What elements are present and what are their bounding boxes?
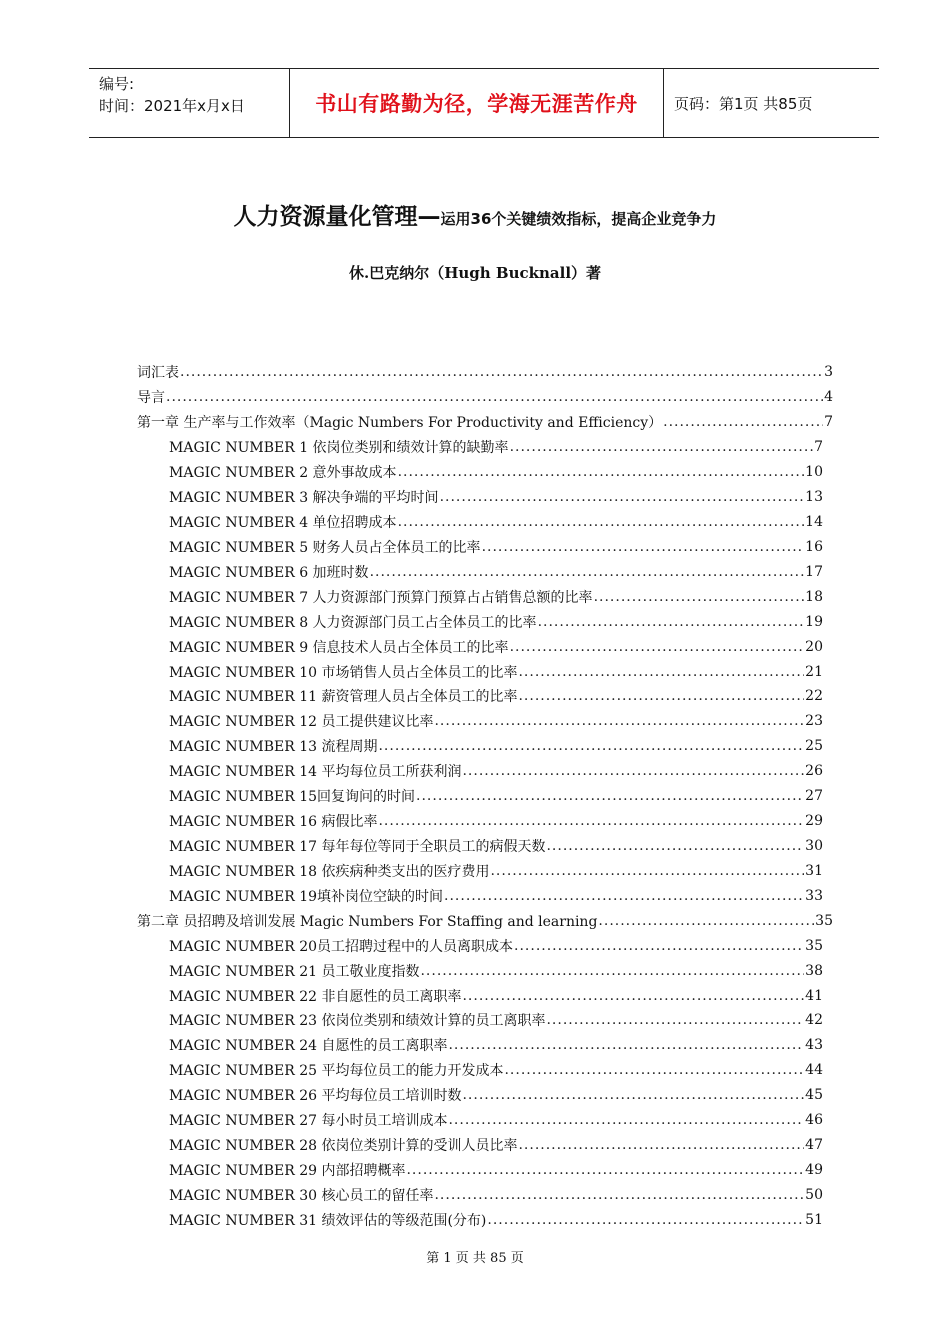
toc-leader-dots xyxy=(448,1037,804,1053)
toc-entry[interactable] xyxy=(137,784,833,809)
toc-entry-label: MAGIC NUMBER 4 单位招聘成本 xyxy=(169,514,397,531)
toc-entry-page: 27 xyxy=(805,788,823,805)
toc-entry-page: 17 xyxy=(805,563,823,580)
toc-entry-page: 4 xyxy=(824,389,833,406)
toc-entry[interactable] xyxy=(137,1207,833,1232)
toc-entry-page: 20 xyxy=(805,638,823,655)
toc-entry-page: 35 xyxy=(805,937,823,954)
toc-entry[interactable] xyxy=(137,858,833,883)
toc-entry-page: 25 xyxy=(805,738,823,755)
toc-leader-dots xyxy=(378,738,804,754)
toc-entry-page: 46 xyxy=(805,1112,823,1129)
toc-entry[interactable] xyxy=(137,559,833,584)
toc-leader-dots xyxy=(398,514,805,530)
header-page-label: 页码：第1页 共85页 xyxy=(674,94,813,113)
toc-leader-dots xyxy=(448,1112,804,1128)
toc-leader-dots xyxy=(420,963,804,979)
toc-entry-page: 35 xyxy=(815,912,833,929)
toc-entry[interactable] xyxy=(137,1158,833,1183)
toc-entry-page: 26 xyxy=(805,763,823,780)
toc-entry-label: MAGIC NUMBER 2 意外事故成本 xyxy=(169,465,397,482)
toc-leader-dots xyxy=(546,838,804,854)
toc-entry-page: 47 xyxy=(805,1137,823,1154)
toc-entry-label: MAGIC NUMBER 3 解决争端的平均时间 xyxy=(169,490,439,507)
toc-entry-label: 第一章 生产率与工作效率（Magic Numbers For Productivity and Efficiency） xyxy=(137,415,663,432)
toc-entry-label: MAGIC NUMBER 27 每小时员工培训成本 xyxy=(169,1113,448,1130)
toc-entry[interactable] xyxy=(137,435,833,460)
toc-entry[interactable] xyxy=(137,684,833,709)
toc-entry-label: 导言 xyxy=(137,390,165,407)
toc-entry[interactable] xyxy=(137,360,833,385)
toc-entry[interactable] xyxy=(137,1133,833,1158)
toc-leader-dots xyxy=(406,1162,804,1178)
toc-entry-label: 第二章 员招聘及培训发展 Magic Numbers For Staffing and learning xyxy=(137,913,598,930)
toc-entry[interactable] xyxy=(137,659,833,684)
toc-entry-page: 31 xyxy=(805,862,823,879)
toc-entry[interactable] xyxy=(137,1108,833,1133)
toc-entry[interactable] xyxy=(137,1058,833,1083)
toc-leader-dots xyxy=(462,988,804,1004)
toc-entry-label: MAGIC NUMBER 10 市场销售人员占全体员工的比率 xyxy=(169,664,518,681)
toc-entry[interactable] xyxy=(137,908,833,933)
toc-entry[interactable] xyxy=(137,510,833,535)
toc-entry-page: 18 xyxy=(805,588,823,605)
toc-entry-page: 19 xyxy=(805,613,823,630)
toc-leader-dots xyxy=(444,888,804,904)
toc-entry-page: 38 xyxy=(805,962,823,979)
toc-entry-label: MAGIC NUMBER 7 人力资源部门预算门预算占占销售总额的比率 xyxy=(169,589,593,606)
toc-leader-dots xyxy=(180,364,823,380)
toc-entry-page: 22 xyxy=(805,688,823,705)
toc-entry[interactable] xyxy=(137,759,833,784)
toc-entry[interactable] xyxy=(137,983,833,1008)
toc-entry-label: MAGIC NUMBER 30 核心员工的留任率 xyxy=(169,1187,434,1204)
toc-leader-dots xyxy=(462,763,804,779)
toc-entry[interactable] xyxy=(137,385,833,410)
toc-entry-page: 44 xyxy=(805,1062,823,1079)
toc-leader-dots xyxy=(538,614,805,630)
toc-entry-page: 43 xyxy=(805,1037,823,1054)
toc-entry[interactable] xyxy=(137,609,833,634)
toc-entry-label: MAGIC NUMBER 9 信息技术人员占全体员工的比率 xyxy=(169,639,509,656)
toc-entry[interactable] xyxy=(137,534,833,559)
toc-entry-label: MAGIC NUMBER 13 流程周期 xyxy=(169,739,378,756)
document-title xyxy=(0,198,950,231)
toc-leader-dots xyxy=(490,863,804,879)
toc-entry[interactable] xyxy=(137,933,833,958)
toc-entry[interactable] xyxy=(137,1033,833,1058)
toc-entry-label: 词汇表 xyxy=(137,365,179,382)
toc-entry-page: 33 xyxy=(805,887,823,904)
title-main: 人力资源量化管理— xyxy=(233,204,441,230)
toc-entry[interactable] xyxy=(137,1182,833,1207)
toc-leader-dots xyxy=(663,414,823,430)
author-line: 休.巴克纳尔（Hugh Bucknall）著 xyxy=(348,264,602,282)
toc-entry-label: MAGIC NUMBER 8 人力资源部门员工占全体员工的比率 xyxy=(169,614,537,631)
toc-leader-dots xyxy=(518,688,804,704)
toc-leader-dots xyxy=(440,489,805,505)
toc-entry-label: MAGIC NUMBER 25 平均每位员工的能力开发成本 xyxy=(169,1063,504,1080)
toc-entry-page: 49 xyxy=(805,1161,823,1178)
toc-entry[interactable] xyxy=(137,834,833,859)
toc-entry[interactable] xyxy=(137,709,833,734)
toc-entry-page: 45 xyxy=(805,1087,823,1104)
toc-entry[interactable] xyxy=(137,460,833,485)
toc-entry[interactable] xyxy=(137,1008,833,1033)
toc-leader-dots xyxy=(510,439,814,455)
toc-entry-label: MAGIC NUMBER 5 财务人员占全体员工的比率 xyxy=(169,539,481,556)
toc-entry[interactable] xyxy=(137,809,833,834)
toc-entry-label: MAGIC NUMBER 23 依岗位类别和绩效计算的员工离职率 xyxy=(169,1013,546,1030)
toc-entry-page: 7 xyxy=(814,439,823,456)
number-label: 编号: xyxy=(99,75,135,93)
toc-entry-page: 7 xyxy=(824,414,833,431)
toc-leader-dots xyxy=(510,639,805,655)
toc-leader-dots xyxy=(487,1212,804,1228)
toc-entry-label: MAGIC NUMBER 31 绩效评估的等级范围(分布) xyxy=(169,1212,487,1229)
toc-entry-label: MAGIC NUMBER 26 平均每位员工培训时数 xyxy=(169,1088,462,1105)
toc-entry-page: 51 xyxy=(805,1211,823,1228)
toc-entry-label: MAGIC NUMBER 6 加班时数 xyxy=(169,564,369,581)
toc-entry-label: MAGIC NUMBER 18 依疾病种类支出的医疗费用 xyxy=(169,863,490,880)
toc-entry-label: MAGIC NUMBER 16 病假比率 xyxy=(169,814,378,831)
toc-entry[interactable] xyxy=(137,883,833,908)
toc-leader-dots xyxy=(514,938,804,954)
toc-entry-label: MAGIC NUMBER 14 平均每位员工所获利润 xyxy=(169,764,462,781)
toc-entry-page: 3 xyxy=(824,364,833,381)
toc-entry-label: MAGIC NUMBER 1 依岗位类别和绩效计算的缺勤率 xyxy=(169,440,509,457)
toc-leader-dots xyxy=(598,913,814,929)
toc-entry-label: MAGIC NUMBER 19填补岗位空缺的时间 xyxy=(169,888,444,905)
toc-leader-dots xyxy=(518,664,804,680)
toc-leader-dots xyxy=(166,389,823,405)
toc-entry-label: MAGIC NUMBER 11 薪资管理人员占全体员工的比率 xyxy=(169,689,518,706)
toc-entry-page: 16 xyxy=(805,538,823,555)
toc-entry[interactable] xyxy=(137,584,833,609)
toc-entry-page: 29 xyxy=(805,813,823,830)
toc-leader-dots xyxy=(370,564,805,580)
toc-entry-page: 30 xyxy=(805,837,823,854)
toc-leader-dots xyxy=(462,1087,804,1103)
header-motto: 书山有路勤为径，学海无涯苦作舟 xyxy=(290,69,664,137)
toc-entry-page: 21 xyxy=(805,663,823,680)
toc-entry-label: MAGIC NUMBER 20员工招聘过程中的人员离职成本 xyxy=(169,938,514,955)
toc-leader-dots xyxy=(518,1137,804,1153)
toc-entry-label: MAGIC NUMBER 29 内部招聘概率 xyxy=(169,1162,406,1179)
toc-entry-page: 23 xyxy=(805,713,823,730)
toc-entry-label: MAGIC NUMBER 15回复询问的时间 xyxy=(169,789,416,806)
toc-leader-dots xyxy=(398,464,805,480)
toc-entry-label: MAGIC NUMBER 22 非自愿性的员工离职率 xyxy=(169,988,462,1005)
toc-entry-page: 10 xyxy=(805,464,823,481)
toc-entry[interactable] xyxy=(137,1083,833,1108)
toc-entry-page: 42 xyxy=(805,1012,823,1029)
toc-entry-page: 13 xyxy=(805,489,823,506)
toc-entry-page: 50 xyxy=(805,1186,823,1203)
toc-entry[interactable] xyxy=(137,634,833,659)
toc-leader-dots xyxy=(416,788,804,804)
toc-entry-label: MAGIC NUMBER 24 自愿性的员工离职率 xyxy=(169,1038,448,1055)
toc-leader-dots xyxy=(504,1062,804,1078)
toc-leader-dots xyxy=(594,589,805,605)
toc-entry[interactable] xyxy=(137,958,833,983)
toc-entry-label: MAGIC NUMBER 21 员工敬业度指数 xyxy=(169,963,420,980)
toc-entry-label: MAGIC NUMBER 12 员工提供建议比率 xyxy=(169,714,434,731)
toc-entry-page: 14 xyxy=(805,513,823,530)
toc-entry[interactable] xyxy=(137,734,833,759)
title-subtitle: 运用36个关键绩效指标，提高企业竞争力 xyxy=(440,210,717,228)
toc-entry-page: 41 xyxy=(805,987,823,1004)
toc-leader-dots xyxy=(378,813,804,829)
table-of-contents xyxy=(137,360,833,1232)
header-meta xyxy=(89,69,290,137)
toc-entry-label: MAGIC NUMBER 17 每年每位等同于全职员工的病假天数 xyxy=(169,838,546,855)
page-header xyxy=(89,68,879,138)
toc-leader-dots xyxy=(434,713,804,729)
toc-entry[interactable] xyxy=(137,485,833,510)
toc-entry[interactable] xyxy=(137,410,833,435)
toc-entry-label: MAGIC NUMBER 28 依岗位类别计算的受训人员比率 xyxy=(169,1138,518,1155)
page-footer: 第 1 页 共 85 页 xyxy=(426,1251,524,1266)
toc-leader-dots xyxy=(482,539,805,555)
toc-leader-dots xyxy=(434,1187,804,1203)
date-label: 时间：2021年x月x日 xyxy=(99,97,245,115)
toc-leader-dots xyxy=(546,1012,804,1028)
